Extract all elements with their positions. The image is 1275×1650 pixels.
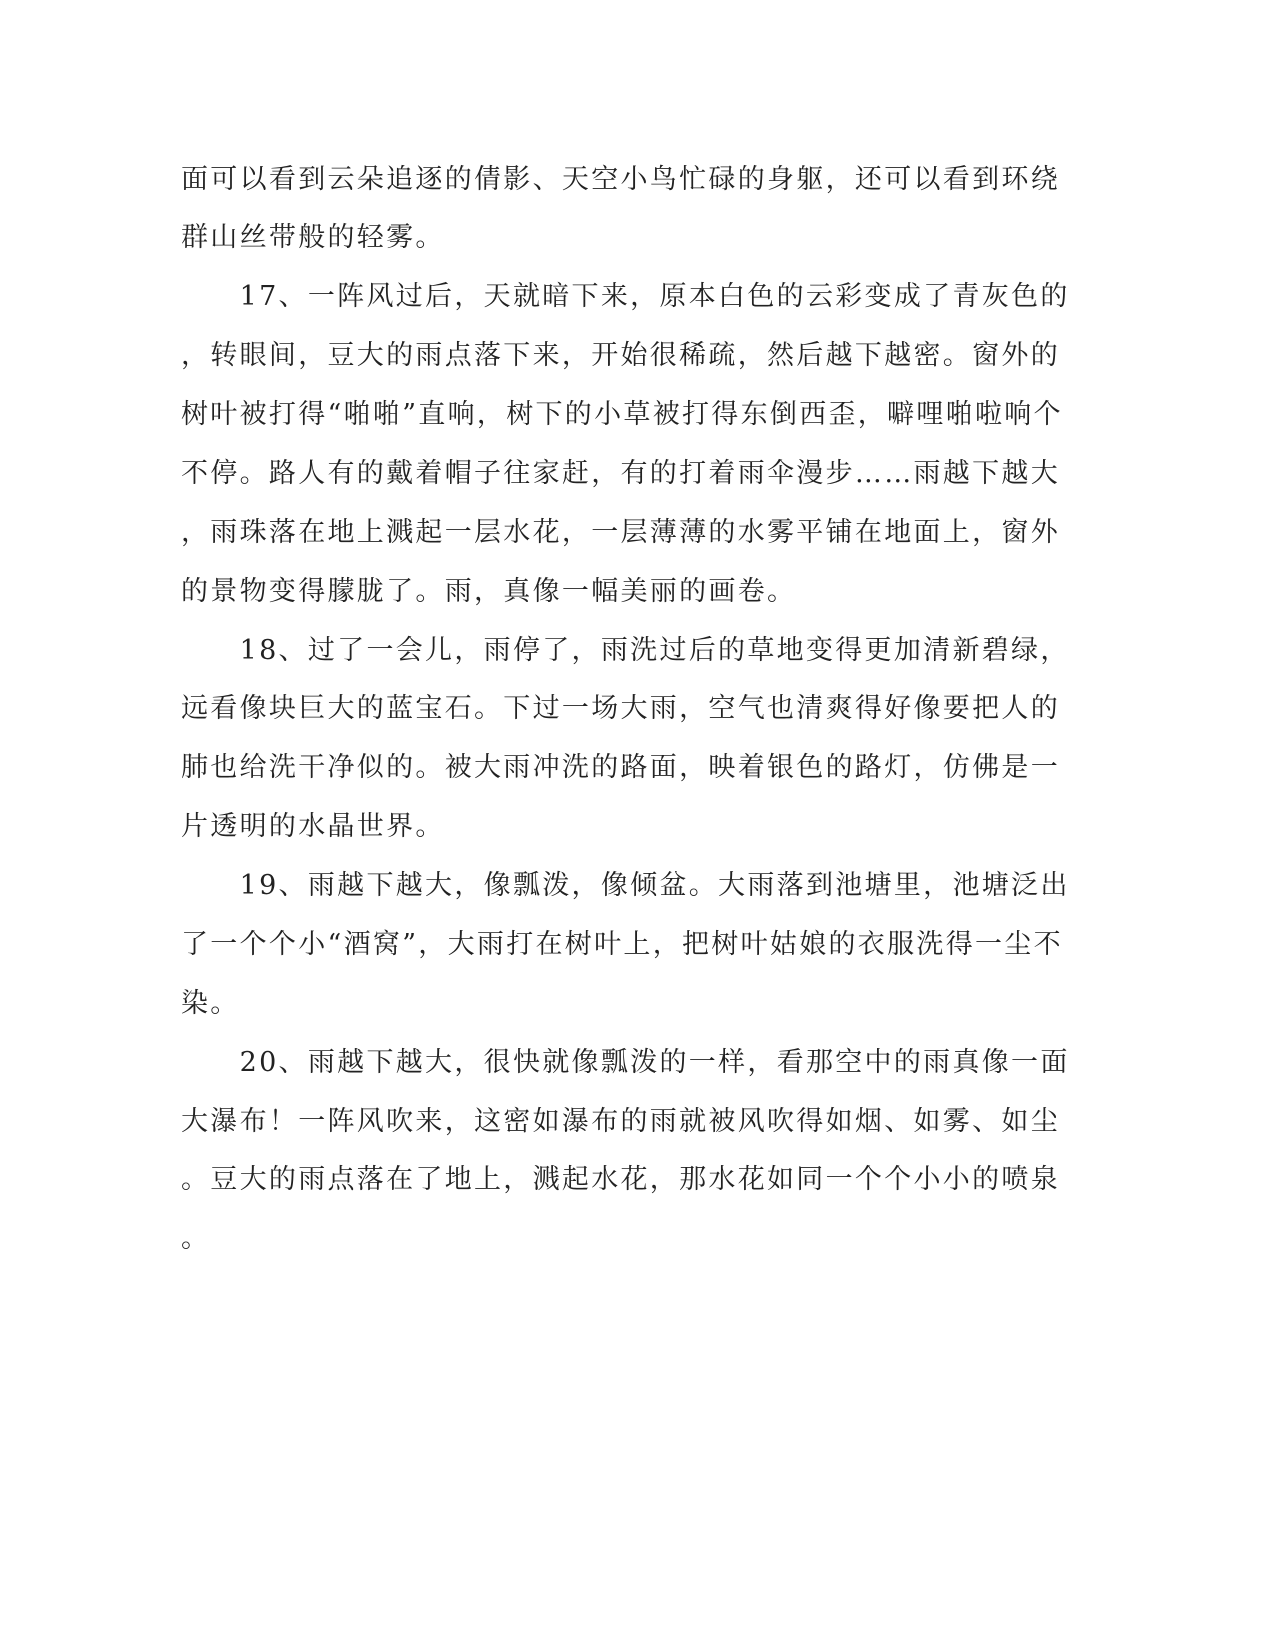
text-line: ，转眼间，豆大的雨点落下来，开始很稀疏，然后越下越密。窗外的 [181,340,1060,371]
text-line: 大瀑布！一阵风吹来，这密如瀑布的雨就被风吹得如烟、如雾、如尘 [181,1106,1060,1137]
text-line: 群山丝带般的轻雾。 [181,222,445,253]
text-line: 远看像块巨大的蓝宝石。下过一场大雨，空气也清爽得好像要把人的 [181,693,1060,724]
text-line: 的景物变得朦胧了。雨，真像一幅美丽的画卷。 [181,576,797,607]
text-line: 19、雨越下越大，像瓢泼，像倾盆。大雨落到池塘里，池塘泛出 [181,870,1070,901]
text-line: 。豆大的雨点落在了地上，溅起水花，那水花如同一个个小小的喷泉 [181,1164,1060,1195]
text-line: 染。 [181,988,240,1019]
text-line: 了一个个小“酒窝”，大雨打在树叶上，把树叶姑娘的衣服洗得一尘不 [181,929,1063,960]
text-line: 肺也给洗干净似的。被大雨冲洗的路面，映着银色的路灯，仿佛是一 [181,752,1060,783]
text-line: 。 [181,1223,211,1254]
text-line: 树叶被打得“啪啪”直响，树下的小草被打得东倒西歪，噼哩啪啦响个 [181,399,1063,430]
text-line: 18、过了一会儿，雨停了，雨洗过后的草地变得更加清新碧绿， [181,635,1070,666]
text-line: 20、雨越下越大，很快就像瓢泼的一样，看那空中的雨真像一面 [181,1047,1070,1078]
text-line: ，雨珠落在地上溅起一层水花，一层薄薄的水雾平铺在地面上，窗外 [181,517,1060,548]
text-line: 面可以看到云朵追逐的倩影、天空小鸟忙碌的身躯，还可以看到环绕 [181,164,1060,195]
text-line: 17、一阵风过后，天就暗下来，原本白色的云彩变成了青灰色的 [181,281,1070,312]
text-line: 片透明的水晶世界。 [181,811,445,842]
text-line: 不停。路人有的戴着帽子往家赶，有的打着雨伞漫步……雨越下越大 [181,458,1060,489]
